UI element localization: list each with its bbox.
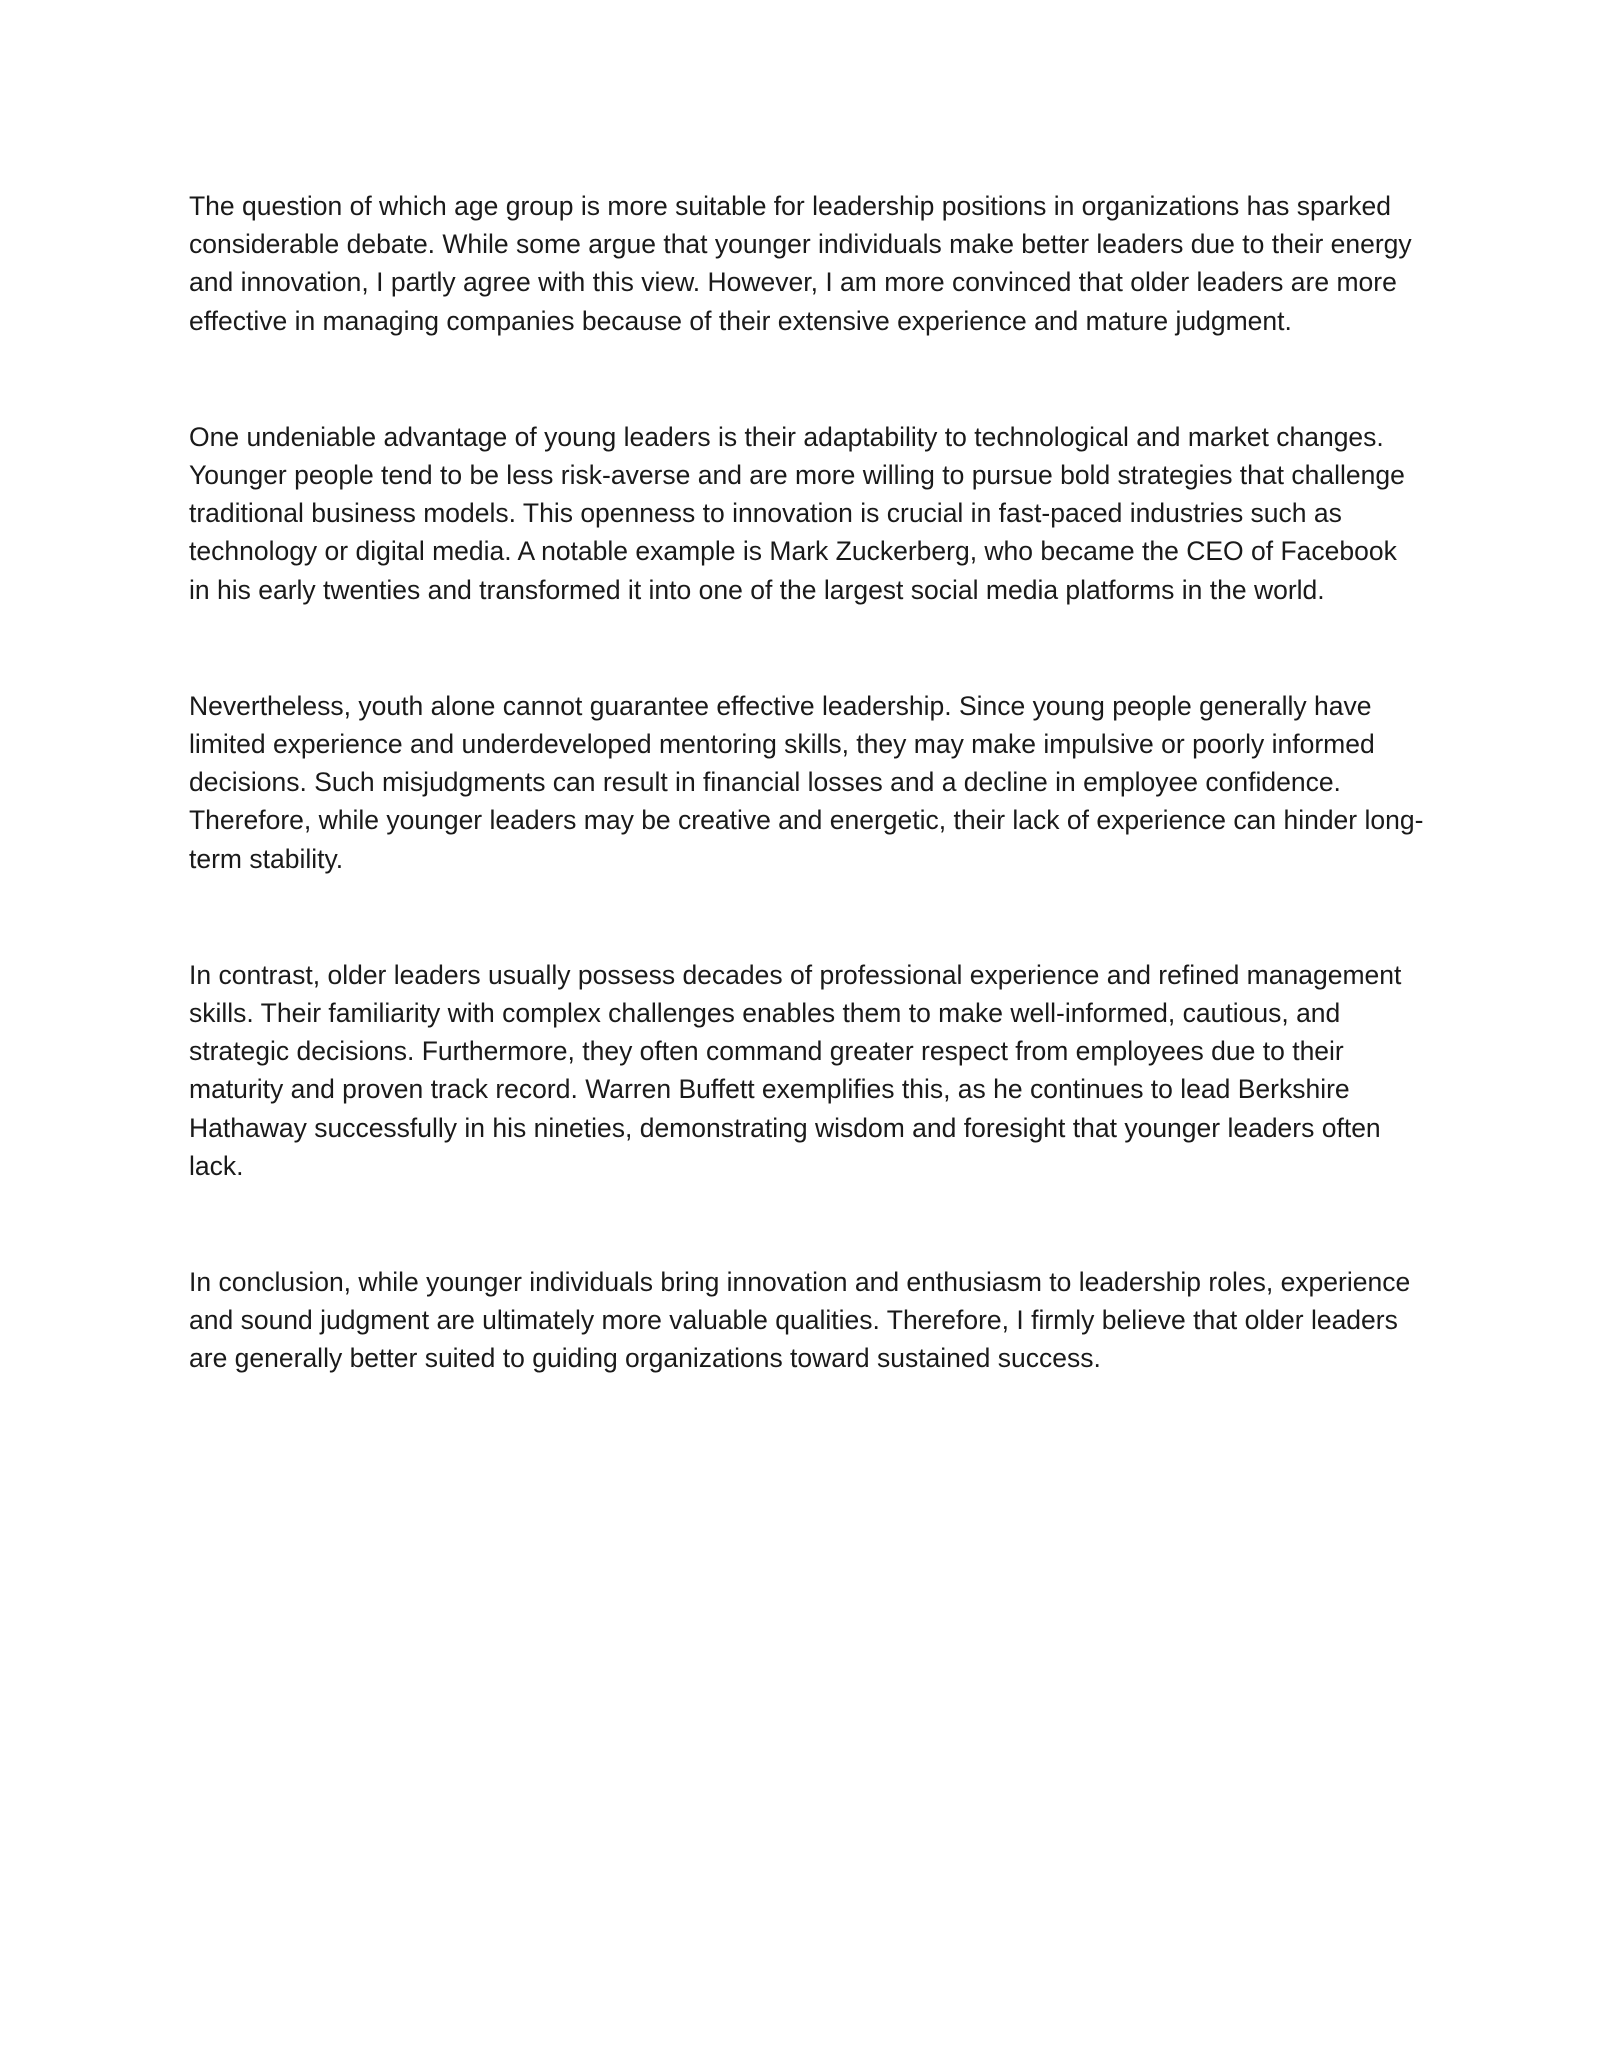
paragraph-older-leaders-advantage: In contrast, older leaders usually possess decades of professional experience and refined management skills. Their familiarity with complex challenges enables them to make well-informed, cautious, and strategic decisions. Furthermore, they often command greater respect from employees due to their maturity and proven track record. Warren Buffett exemplifies this, as he continues to lead Berkshire Hathaway successfully in his nineties, demonstrating wisdom and foresight that younger leaders often lack. (189, 959, 1402, 1181)
paragraph-youth-limitations: Nevertheless, youth alone cannot guarantee effective leadership. Since young people generally have limited experience and underdeveloped mentoring skills, they may make impulsive or poorly informed decisions. Such misjudgments can result in financial losses and a decline in employee confidence. Therefore, while younger leaders may be creative and energetic, their lack of experience can hinder long-term stability. (189, 690, 1424, 874)
document-body (189, 187, 1424, 1378)
paragraph-conclusion: In conclusion, while younger individuals bring innovation and enthusiasm to leadership roles, experience and sound judgment are ultimately more valuable qualities. Therefore, I firmly believe that older leaders are generally better suited to guiding organizations toward sustained success. (189, 1267, 1411, 1374)
paragraph-young-leaders-advantage: One undeniable advantage of young leaders is their adaptability to technological and market changes. Younger people tend to be less risk-averse and are more willing to pursue bold strategies that challenge traditional business models. This openness to innovation is crucial in fast-paced industries such as technology or digital media. A notable example is Mark Zuckerberg, who became the CEO of Facebook in his early twenties and transformed it into one of the largest social media platforms in the world. (189, 421, 1405, 605)
paragraph-introduction: The question of which age group is more suitable for leadership positions in organizations has sparked considerable debate. While some argue that younger individuals make better leaders due to their energy and innovation, I partly agree with this view. However, I am more convinced that older leaders are more effective in managing companies because of their extensive experience and mature judgment. (189, 191, 1412, 336)
